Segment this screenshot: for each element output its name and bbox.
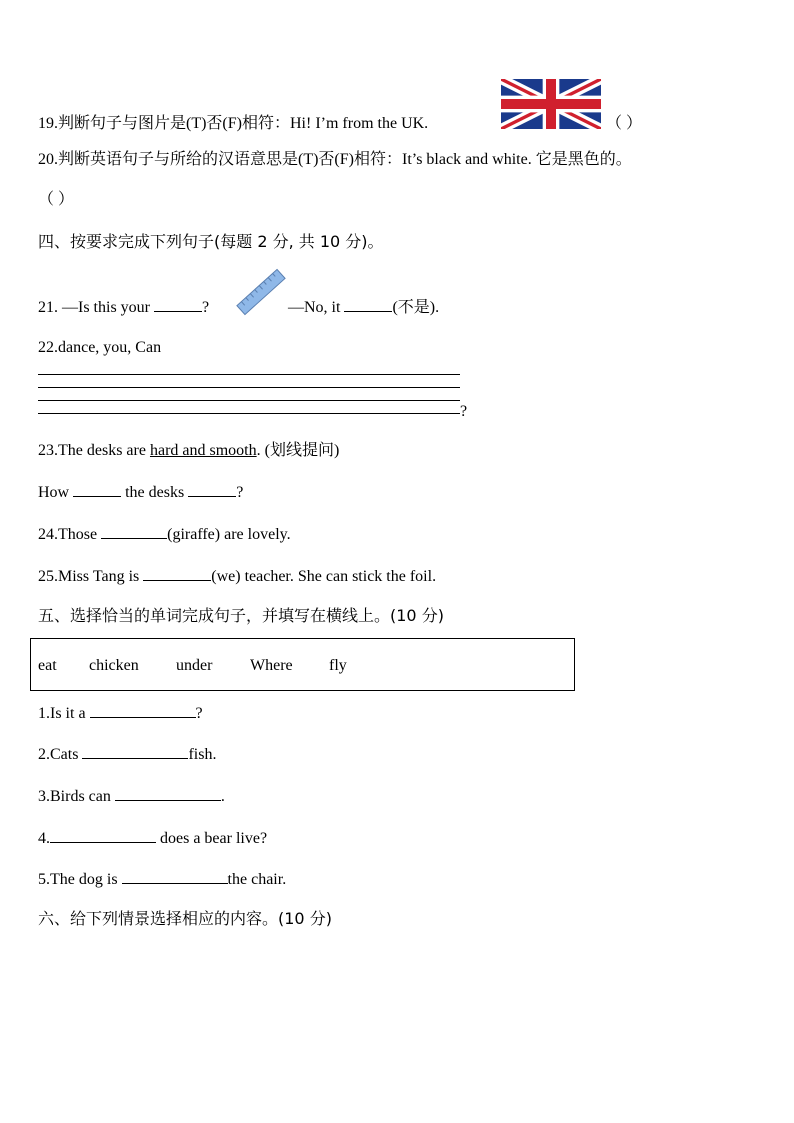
fill-item-prefix: 2.Cats (38, 746, 83, 763)
question-23-underlined: hard and smooth (149, 442, 257, 459)
question-23 (38, 441, 339, 461)
answer-blank[interactable] (188, 482, 236, 497)
question-19-answer-paren: （ ） (606, 115, 643, 132)
answer-blank[interactable] (50, 828, 156, 843)
question-20-answer-paren: （ ） (38, 191, 75, 208)
fill-item-suffix: the chair. (227, 871, 287, 888)
question-19-text: 19.判断句子与图片是(T)否(F)相符：Hi! I’m from the UK. (38, 115, 429, 132)
word-bank-item: Where (250, 657, 293, 674)
answer-line[interactable] (38, 400, 460, 401)
answer-line[interactable] (38, 374, 460, 375)
fill-item-2 (38, 744, 216, 765)
question-21 (38, 297, 209, 318)
ruler-icon (236, 268, 286, 316)
question-23-prefix: 23.The desks are (38, 442, 150, 459)
answer-blank[interactable] (73, 482, 121, 497)
question-23-qmark: ? (236, 484, 244, 501)
fill-item-suffix: ? (195, 705, 203, 722)
answer-blank[interactable] (143, 566, 211, 581)
fill-item-1 (38, 703, 203, 724)
fill-item-prefix: 1.Is it a (38, 705, 90, 722)
fill-item-suffix: . (220, 788, 225, 805)
answer-blank[interactable] (154, 297, 202, 312)
fill-item-4 (38, 828, 267, 849)
question-24-prefix: 24.Those (38, 526, 102, 543)
fill-item-prefix: 4. (38, 830, 50, 847)
section-6-title: 六、给下列情景选择相应的内容。(10 分) (38, 909, 332, 928)
question-20-text: 20.判断英语句子与所给的汉语意思是(T)否(F)相符：It’s black and white. 它是黑色的。 (38, 151, 632, 168)
answer-blank[interactable] (344, 297, 392, 312)
question-25-suffix: (we) teacher. She can stick the foil. (211, 568, 437, 585)
fill-item-prefix: 5.The dog is (38, 871, 122, 888)
question-24 (38, 524, 291, 545)
answer-line[interactable] (38, 387, 460, 388)
answer-blank[interactable] (122, 869, 228, 884)
question-21-reply-text: —No, it (288, 299, 345, 316)
fill-item-suffix: fish. (188, 746, 217, 763)
question-23-mid: the desks (121, 484, 189, 501)
answer-line[interactable] (38, 413, 460, 414)
answer-blank[interactable] (101, 524, 167, 539)
question-21-prefix: 21. —Is this your (38, 299, 154, 316)
word-bank-item: chicken (89, 657, 139, 674)
section-5-title: 五、选择恰当的单词完成句子，并填写在横线上。(10 分) (38, 606, 444, 625)
word-bank-item: fly (329, 657, 347, 674)
question-21-hint: (不是). (392, 299, 440, 316)
fill-item-prefix: 3.Birds can (38, 788, 115, 805)
question-19 (38, 114, 428, 134)
word-bank-item: eat (38, 657, 57, 674)
word-bank-item: under (176, 657, 213, 674)
fill-item-3 (38, 786, 225, 807)
uk-flag-icon (499, 79, 603, 129)
question-22-text: 22.dance, you, Can (38, 339, 162, 356)
word-bank (30, 638, 575, 691)
question-23-instruction: . (划线提问) (256, 442, 340, 459)
question-24-suffix: (giraffe) are lovely. (167, 526, 291, 543)
fill-item-suffix: does a bear live? (156, 830, 268, 847)
answer-blank[interactable] (90, 703, 196, 718)
fill-item-5 (38, 869, 286, 890)
question-25 (38, 566, 436, 587)
question-23-how: How (38, 484, 74, 501)
question-22-qmark: ? (460, 403, 468, 420)
answer-blank[interactable] (82, 744, 188, 759)
question-21-qmark: ? (202, 299, 210, 316)
answer-blank[interactable] (115, 786, 221, 801)
section-4-title: 四、按要求完成下列句子(每题 2 分, 共 10 分)。 (38, 232, 384, 251)
question-23-answer (38, 482, 243, 503)
question-21-reply (288, 297, 439, 318)
question-25-prefix: 25.Miss Tang is (38, 568, 144, 585)
